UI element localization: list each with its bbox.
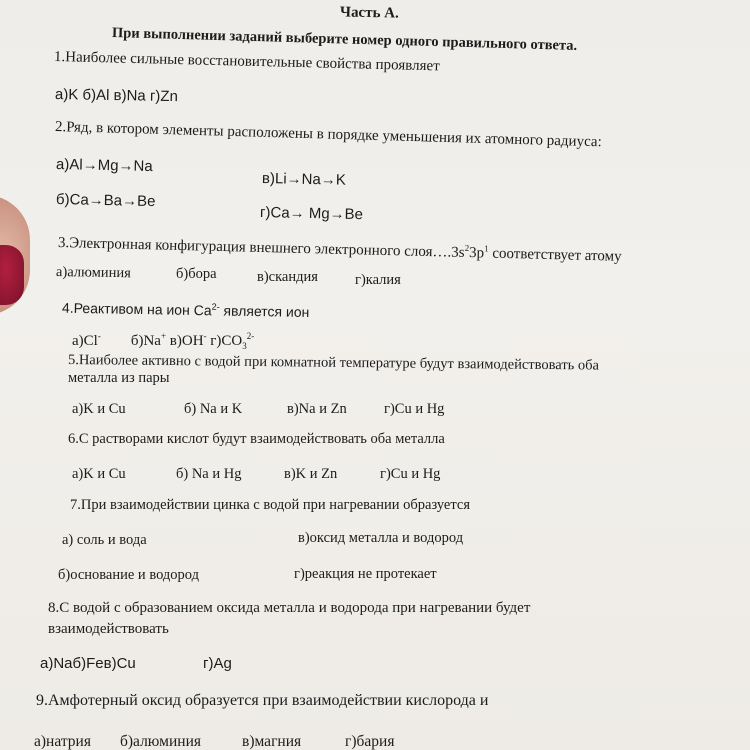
- part-heading: Часть А.: [339, 4, 399, 22]
- question-9-option-a: а)натрия: [34, 733, 91, 750]
- question-1-text: 1.Наиболее сильные восстановительные свойства проявляет: [53, 49, 440, 75]
- question-2-option-a: а)Al→Mg→Na: [55, 156, 153, 176]
- question-8-text-line1: 8.С водой с образованием оксида металла и водорода при нагревании будет: [48, 600, 531, 616]
- instruction-heading: При выполнении заданий выберите номер одного правильного ответа.: [111, 25, 578, 54]
- question-5-option-a: а)K и Cu: [72, 401, 126, 417]
- question-5-text-line1: 5.Наиболее активно с водой при комнатной температуре будут взаимодействовать оба: [67, 352, 600, 374]
- question-6-option-a: а)K и Cu: [72, 466, 126, 482]
- question-9-option-c: в)магния: [242, 733, 302, 750]
- question-6-option-b: б) Na и Hg: [176, 466, 242, 482]
- question-9-option-b: б)алюминия: [120, 733, 201, 750]
- question-2-option-c: в)Li→Na→K: [261, 170, 346, 189]
- question-8-options-abc: а)Naб)Feв)Cu: [40, 655, 136, 672]
- question-3-option-d: г)калия: [355, 272, 401, 288]
- question-9-option-d: г)бария: [345, 733, 395, 750]
- question-4-options: а)Cl- б)Na+ в)OH- $г)CO_3^{2-}$: [72, 331, 255, 351]
- question-1-options: а)K б)Al в)Na г)Zn: [54, 86, 179, 106]
- question-8-text-line2: взаимодействовать: [48, 621, 169, 637]
- question-7-option-b: б)основание и водород: [58, 567, 199, 583]
- question-7-option-a: а) соль и вода: [62, 532, 147, 548]
- question-8-option-d: г)Ag: [203, 655, 232, 672]
- question-7-text: 7.При взаимодействии цинка с водой при нагревании образуется: [70, 497, 470, 513]
- question-3-option-a: а)алюминия: [55, 264, 131, 282]
- question-5-option-d: г)Cu и Hg: [384, 401, 445, 417]
- question-5-text-line2: металла из пары: [68, 370, 170, 386]
- question-6-option-c: в)K и Zn: [284, 466, 338, 482]
- question-2-text: 2.Ряд, в котором элементы расположены в порядке уменьшения их атомного радиуса:: [54, 119, 602, 151]
- question-5-option-b: б) Na и K: [184, 401, 243, 417]
- question-7-option-d: г)реакция не протекает: [294, 566, 437, 582]
- question-2-option-d: г)Ca→ Mg→Be: [259, 204, 364, 224]
- question-7-option-c: в)оксид металла и водород: [298, 530, 464, 546]
- question-5-option-c: в)Na и Zn: [287, 401, 347, 417]
- question-9-text: 9.Амфотерный оксид образуется при взаимодействии кислорода и: [36, 692, 489, 709]
- question-3-option-c: в)скандия: [257, 269, 318, 285]
- question-2-option-b: б)Ca→Ba→Be: [55, 191, 156, 211]
- question-3-text: 3.Электронная конфигурация внешнего электронного $слоя\dots.3s^23p^1$ соответствует атому: [57, 235, 622, 265]
- question-6-text: 6.С растворами кислот будут взаимодействовать оба металла: [68, 431, 445, 447]
- question-6-option-d: г)Cu и Hg: [380, 466, 441, 482]
- fingernail: [0, 245, 24, 305]
- question-3-option-b: б)бора: [176, 266, 217, 282]
- question-4-text: 4.Реактивом на ион $Ca^{2-}$ является ион: [61, 299, 310, 320]
